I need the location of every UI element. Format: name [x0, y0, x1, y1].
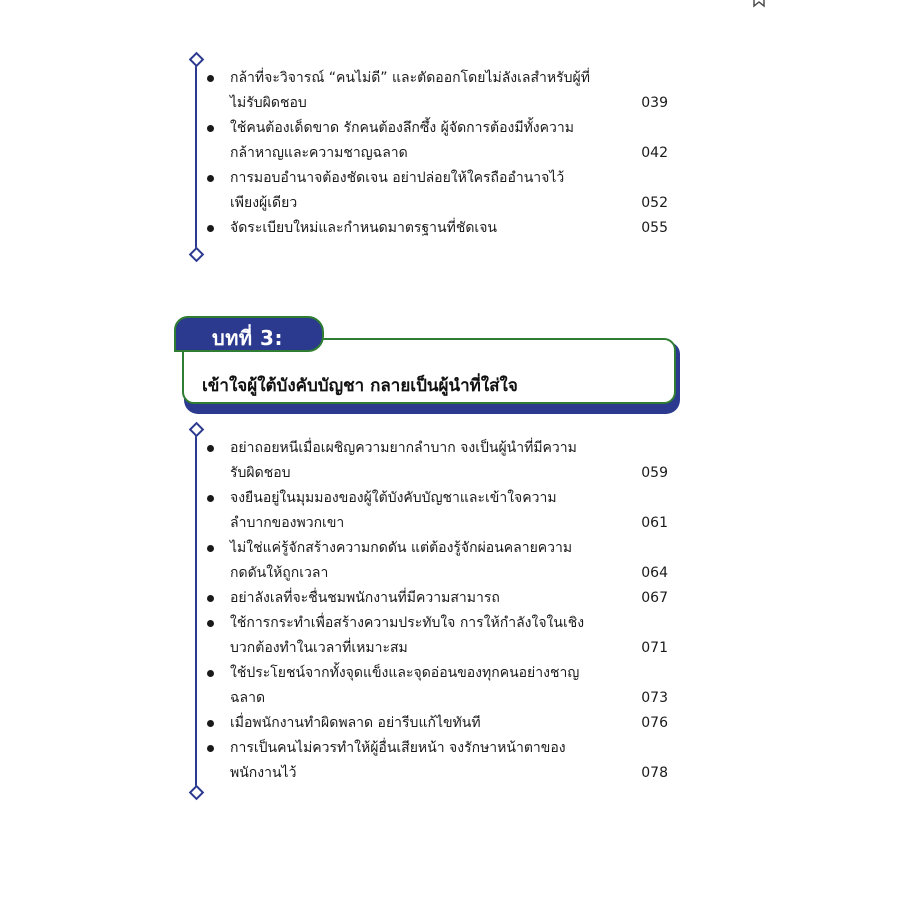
- toc-entry-title: ใช้การกระทำเพื่อสร้างความประทับใจ การให้กำลังใจในเชิง บวกต้องทำในเวลาที่เหมาะสม: [230, 615, 585, 656]
- toc-entry-page: 059: [641, 465, 668, 481]
- bullet-icon: [207, 175, 214, 182]
- toc-entry[interactable]: [190, 116, 680, 166]
- bullet-icon: [207, 445, 214, 452]
- toc-entry-page: 071: [641, 640, 668, 656]
- toc-entry-page: 067: [641, 590, 668, 606]
- bookmark-corner-icon: [752, 0, 766, 8]
- toc-entry[interactable]: [190, 166, 680, 216]
- bullet-icon: [207, 75, 214, 82]
- toc-entry-list: [190, 428, 680, 786]
- toc-entry-title: อย่าลังเลที่จะชื่นชมพนักงานที่มีความสามารถ: [230, 590, 500, 606]
- toc-entry-title: ใช้ประโยชน์จากทั้งจุดแข็งและจุดอ่อนของทุกคนอย่างชาญ ฉลาด: [230, 665, 580, 706]
- toc-entry-page: 039: [641, 95, 668, 111]
- toc-entry-title: การเป็นคนไม่ควรทำให้ผู้อื่นเสียหน้า จงรักษาหน้าตาของ พนักงานไว้: [230, 740, 566, 781]
- toc-entry-page: 042: [641, 145, 668, 161]
- bullet-icon: [207, 745, 214, 752]
- toc-entry-title: จัดระเบียบใหม่และกำหนดมาตรฐานที่ชัดเจน: [230, 220, 497, 236]
- toc-entry-page: 076: [641, 715, 668, 731]
- toc-entry-page: 078: [641, 765, 668, 781]
- chapter-number: บทที่ 3:: [212, 326, 283, 350]
- toc-entry-title: กล้าที่จะวิจารณ์ “คนไม่ดี” และตัดออกโดยไม่ลังเลสำหรับผู้ที่ ไม่รับผิดชอบ: [230, 70, 590, 111]
- chapter-title: เข้าใจผู้ใต้บังคับบัญชา กลายเป็นผู้นำที่ใส่ใจ: [202, 376, 518, 396]
- bullet-icon: [207, 545, 214, 552]
- toc-entry[interactable]: [190, 611, 680, 661]
- toc-entry-title: เมื่อพนักงานทำผิดพลาด อย่ารีบแก้ไขทันที: [230, 715, 481, 731]
- toc-entry-page: 052: [641, 195, 668, 211]
- rail-diamond-bottom-icon: [189, 785, 205, 801]
- toc-entry[interactable]: [190, 661, 680, 711]
- toc-entry-list: [190, 58, 680, 241]
- bullet-icon: [207, 670, 214, 677]
- toc-entry-title: จงยืนอยู่ในมุมมองของผู้ใต้บังคับบัญชาและเข้าใจความ ลำบากของพวกเขา: [230, 490, 557, 531]
- toc-section-chapter-3: [190, 428, 680, 794]
- toc-entry-page: 055: [641, 220, 668, 236]
- bullet-icon: [207, 720, 214, 727]
- toc-entry-title: อย่าถอยหนีเมื่อเผชิญความยากลำบาก จงเป็นผู้นำที่มีความ รับผิดชอบ: [230, 440, 577, 481]
- toc-entry[interactable]: [190, 586, 680, 611]
- bullet-icon: [207, 125, 214, 132]
- toc-entry[interactable]: [190, 66, 680, 116]
- toc-entry[interactable]: [190, 536, 680, 586]
- bullet-icon: [207, 620, 214, 627]
- toc-entry[interactable]: [190, 216, 680, 241]
- rail-diamond-top-icon: [189, 52, 205, 68]
- toc-entry[interactable]: [190, 436, 680, 486]
- toc-entry-page: 073: [641, 690, 668, 706]
- toc-entry-page: 061: [641, 515, 668, 531]
- bullet-icon: [207, 225, 214, 232]
- bullet-icon: [207, 495, 214, 502]
- toc-entry[interactable]: [190, 736, 680, 786]
- toc-entry-page: 064: [641, 565, 668, 581]
- toc-section-chapter-2-continued: [190, 58, 680, 256]
- chapter-tab: [174, 316, 324, 352]
- rail-diamond-bottom-icon: [189, 247, 205, 263]
- rail-diamond-top-icon: [189, 422, 205, 438]
- toc-entry-title: ไม่ใช่แค่รู้จักสร้างความกดดัน แต่ต้องรู้จักผ่อนคลายความ กดดันให้ถูกเวลา: [230, 540, 573, 581]
- bullet-icon: [207, 595, 214, 602]
- toc-entry[interactable]: [190, 711, 680, 736]
- toc-entry-title: ใช้คนต้องเด็ดขาด รักคนต้องลึกซึ้ง ผู้จัดการต้องมีทั้งความ กล้าหาญและความชาญฉลาด: [230, 120, 574, 161]
- chapter-header: [174, 316, 684, 416]
- toc-entry[interactable]: [190, 486, 680, 536]
- toc-entry-title: การมอบอำนาจต้องชัดเจน อย่าปล่อยให้ใครถืออำนาจไว้ เพียงผู้เดียว: [230, 170, 565, 211]
